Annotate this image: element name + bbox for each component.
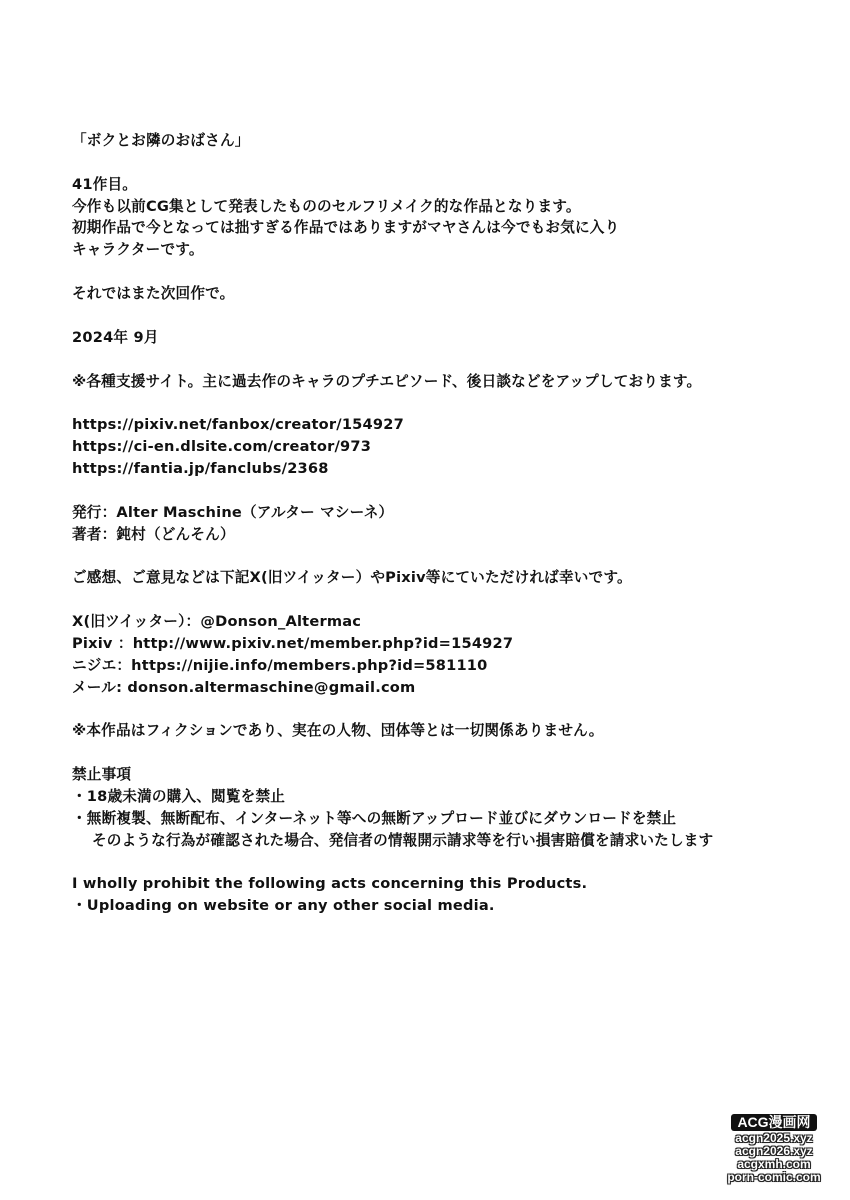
site-watermark [720, 1114, 828, 1188]
spacer [72, 392, 812, 414]
support-link-ci-en: https://ci-en.dlsite.com/creator/973 [72, 438, 372, 456]
spacer [72, 152, 812, 174]
contact-mail: メール: donson.altermaschine@gmail.com [72, 678, 416, 696]
watermark-domain: acgn2026.xyz [735, 1144, 813, 1158]
support-note: ※各種支援サイト。主に過去作のキャラのプチエピソード、後日談などをアップしております。 [72, 372, 702, 390]
contact-pixiv: Pixiv ：http://www.pixiv.net/member.php?id=154927 [72, 634, 514, 652]
prohibited-note: そのような行為が確認された場合、発信者の情報開示請求等を行い損害賠償を請求いたします [92, 831, 714, 849]
spacer [72, 349, 812, 371]
contact-nijie: ニジエ：https://nijie.info/members.php?id=581110 [72, 656, 488, 674]
watermark-title: ACG漫画网 [731, 1114, 816, 1131]
spacer [72, 589, 812, 611]
afterword-line: キャラクターです。 [72, 241, 204, 259]
english-item: ・Uploading on website or any other social media. [72, 897, 495, 915]
contact-x: X(旧ツイッター）：@Donson_Altermac [72, 613, 362, 631]
watermark-domain: acgxmh.com [737, 1157, 811, 1171]
spacer [72, 742, 812, 764]
feedback-line: ご感想、ご意見などは下記X(旧ツイッター）やPixiv等にていただければ幸いです。 [72, 569, 632, 587]
spacer [72, 698, 812, 720]
fiction-notice: ※本作品はフィクションであり、実在の人物、団体等とは一切関係ありません。 [72, 722, 604, 740]
prohibited-item: ・18歳未満の購入、閲覧を禁止 [72, 787, 286, 805]
watermark-domain: acgn2025.xyz [735, 1131, 813, 1145]
spacer [72, 545, 812, 567]
spacer [72, 851, 812, 873]
document-body [72, 130, 812, 917]
afterword-line: 41作目。 [72, 175, 138, 193]
spacer [72, 480, 812, 502]
publisher-line: 発行：Alter Maschine（アルター マシーネ） [72, 503, 394, 521]
afterword-line: 初期作品で今となっては拙すぎる作品ではありますがマヤさんは今でもお気に入り [72, 219, 620, 237]
author-line: 著者：鈍村（どんそん） [72, 525, 235, 543]
prohibited-item: ・無断複製、無断配布、インターネット等への無断アップロード並びにダウンロードを禁止 [72, 809, 677, 827]
support-link-fanbox: https://pixiv.net/fanbox/creator/154927 [72, 416, 404, 434]
english-notice: I wholly prohibit the following acts concerning this Products. [72, 875, 588, 893]
afterword-line: 今作も以前CG集として発表したもののセルフリメイク的な作品となります。 [72, 197, 581, 215]
prohibited-heading: 禁止事項 [72, 766, 132, 784]
support-link-fantia: https://fantia.jp/fanclubs/2368 [72, 459, 329, 477]
work-title: 「ボクとお隣のおばさん」 [72, 132, 250, 149]
watermark-domain: porn-comic.com [727, 1170, 821, 1184]
closing-line: それではまた次回作で。 [72, 284, 235, 302]
spacer [72, 261, 812, 283]
spacer [72, 305, 812, 327]
date-line: 2024年 9月 [72, 328, 159, 346]
